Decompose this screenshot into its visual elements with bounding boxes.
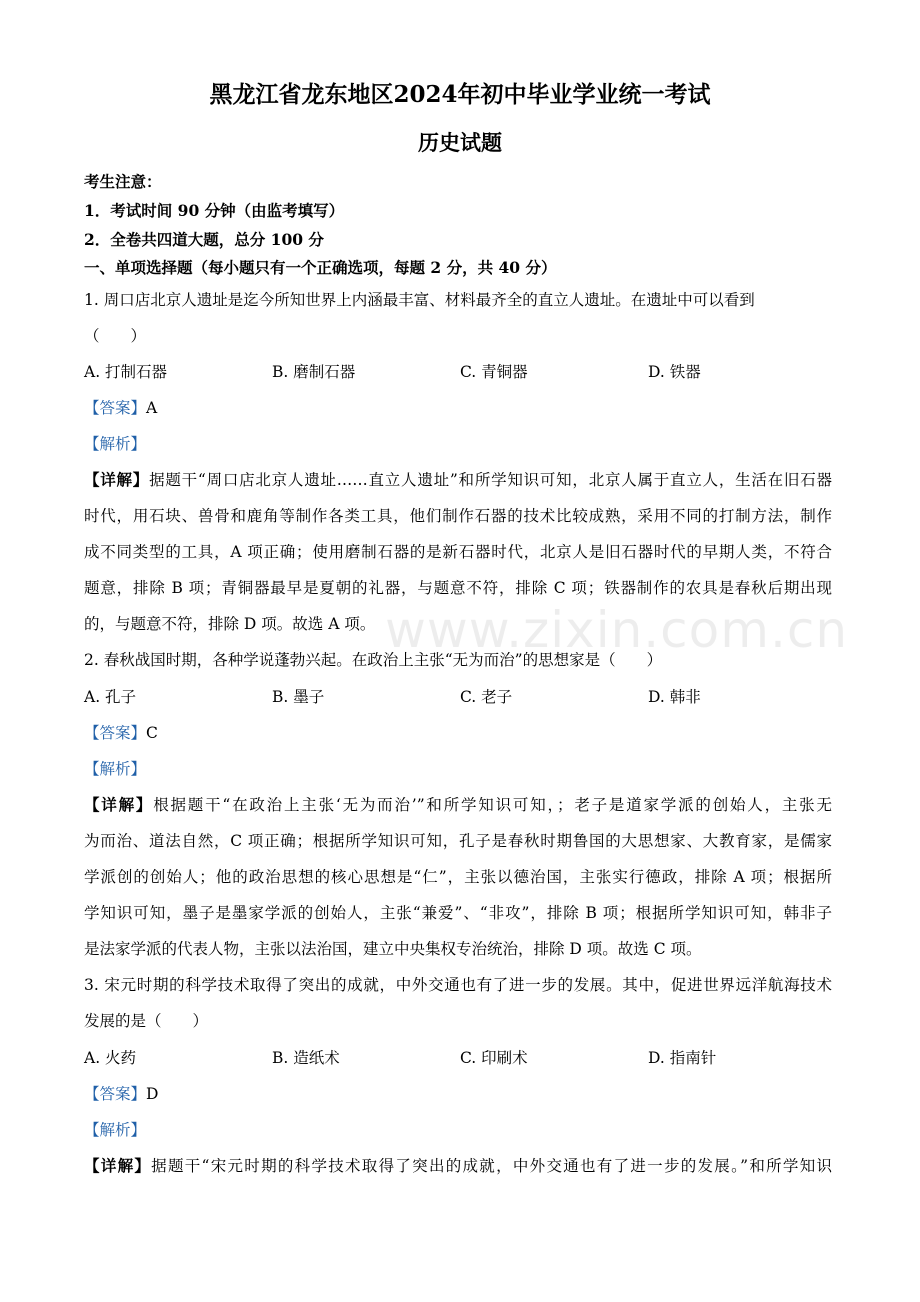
q3-detail-line-1: 【详解】据题干“宋元时期的科学技术取得了突出的成就，中外交通也有了进一步的发展。”和所学知识 [84, 1156, 832, 1175]
q2-detail-line-4: 学知识可知，墨子是墨家学派的创始人，主张“兼爱”、“非攻”，排除 B 项；根据所学知识可知，韩非子 [84, 904, 832, 922]
notice-item-2: 2．全卷共四道大题，总分 100 分 [84, 230, 324, 249]
notice-heading: 考生注意： [84, 172, 162, 191]
q1-detail-line-2: 时代，用石块、兽骨和鹿角等制作各类工具，他们制作石器的技术比较成熟，采用不同的打制方法，制作 [84, 507, 832, 525]
watermark: www.zixin.com.cn [385, 601, 849, 659]
q2-option-a: A. 孔子 [84, 688, 137, 706]
q1-analysis-label: 【解析】 [84, 435, 147, 453]
q1-option-b: B. 磨制石器 [272, 363, 356, 381]
answer-label: 【答案】 [84, 1085, 147, 1103]
q3-option-d: D. 指南针 [648, 1049, 717, 1067]
section-heading: 一、单项选择题（每小题只有一个正确选项，每题 2 分，共 40 分） [84, 258, 557, 277]
notice-item-1: 1．考试时间 90 分钟（由监考填写） [84, 201, 345, 220]
detail-label: 【详解】 [84, 795, 154, 814]
detail-label: 【详解】 [84, 1156, 152, 1175]
q1-stem-line-2: （ ） [84, 327, 147, 345]
q1-option-a: A. 打制石器 [84, 363, 168, 381]
q1-answer [84, 398, 157, 418]
q3-stem-line-2: 发展的是（ ） [84, 1012, 209, 1030]
q3-stem-line-1: 3. 宋元时期的科学技术取得了突出的成就，中外交通也有了进一步的发展。其中，促进世界远洋航海技术 [84, 976, 832, 994]
q2-detail-line-3: 学派创的创始人；他的政治思想的核心思想是“仁”，主张以德治国，主张实行德政，排除 A 项；根据所 [84, 868, 832, 886]
q3-option-b: B. 造纸术 [272, 1049, 340, 1067]
q1-detail-line-1: 【详解】据题干“周口店北京人遗址……直立人遗址”和所学知识可知，北京人属于直立人，生活在旧石器 [84, 470, 832, 489]
q2-detail-line-2: 为而治、道法自然，C 项正确；根据所学知识可知，孔子是春秋时期鲁国的大思想家、大教育家，是儒家 [84, 832, 832, 850]
q3-answer [84, 1084, 158, 1104]
q2-answer [84, 723, 158, 743]
q2-option-d: D. 韩非 [648, 688, 701, 706]
q1-detail-line-4: 题意，排除 B 项；青铜器最早是夏朝的礼器，与题意不符，排除 C 项；铁器制作的农具是春秋后期出现 [84, 579, 832, 597]
q3-answer-value: D [146, 1085, 159, 1103]
q1-detail-line-5: 的，与题意不符，排除 D 项。故选 A 项。 [84, 615, 376, 633]
q3-analysis-label: 【解析】 [84, 1121, 147, 1139]
answer-label: 【答案】 [84, 724, 147, 742]
q1-option-d: D. 铁器 [648, 363, 701, 381]
q2-analysis-label: 【解析】 [84, 760, 147, 778]
q2-answer-value: C [146, 724, 158, 742]
q2-option-c: C. 老子 [460, 688, 513, 706]
answer-label: 【答案】 [84, 399, 147, 417]
q3-option-c: C. 印刷术 [460, 1049, 528, 1067]
page-title: 黑龙江省龙东地区2024年初中毕业学业统一考试 [209, 81, 711, 108]
q1-stem-line-1: 1. 周口店北京人遗址是迄今所知世界上内涵最丰富、材料最齐全的直立人遗址。在遗址中可以看到 [84, 291, 755, 309]
q1-detail-line-3: 成不同类型的工具，A 项正确；使用磨制石器的是新石器时代，北京人是旧石器时代的早期人类，不符合 [84, 543, 832, 561]
q2-detail-line-5: 是法家学派的代表人物，主张以法治国，建立中央集权专治统治，排除 D 项。故选 C 项。 [84, 940, 702, 958]
q2-detail-line-1: 【详解】根据题干“在政治上主张‘无为而治’”和所学知识可知，；老子是道家学派的创始人，主张无 [84, 795, 832, 814]
q1-answer-value: A [146, 399, 158, 417]
detail-label: 【详解】 [84, 470, 150, 489]
q1-option-c: C. 青铜器 [460, 363, 528, 381]
q2-stem: 2. 春秋战国时期，各种学说蓬勃兴起。在政治上主张“无为而治”的思想家是（ ） [84, 651, 663, 669]
q2-option-b: B. 墨子 [272, 688, 325, 706]
page-subtitle: 历史试题 [418, 130, 502, 155]
q3-option-a: A. 火药 [84, 1049, 137, 1067]
